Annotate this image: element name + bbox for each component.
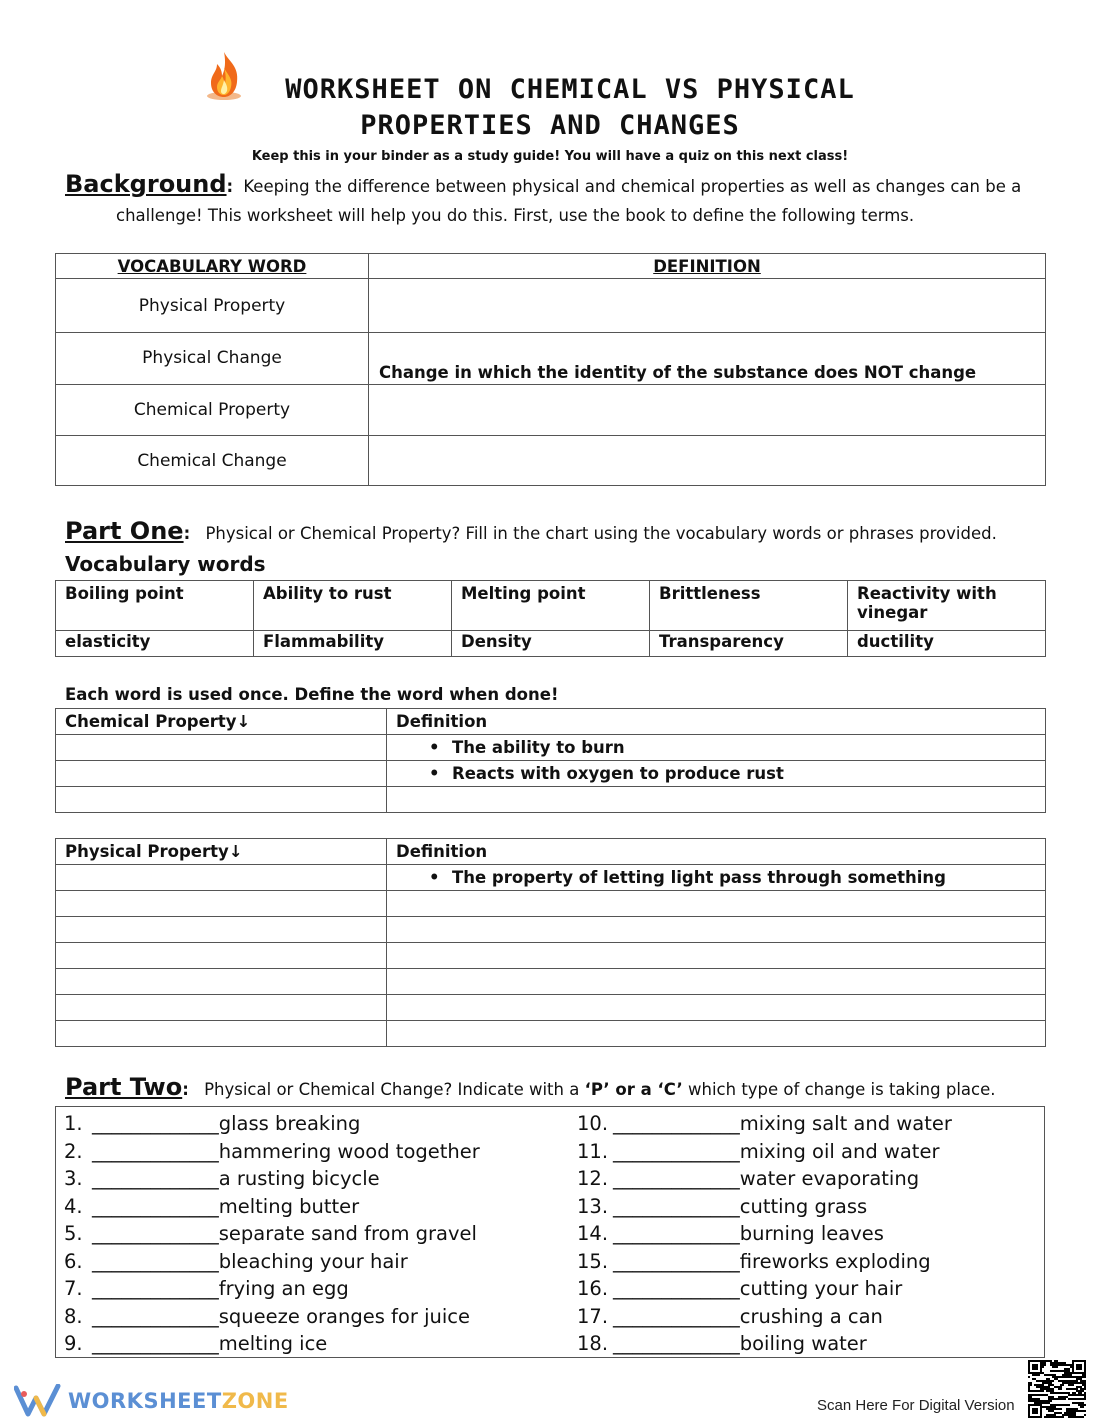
answer-cell[interactable] [56, 865, 387, 891]
title-line-1: WORKSHEET ON CHEMICAL VS PHYSICAL [285, 74, 855, 105]
part-two-text-b: ‘P’ or a ‘C’ [584, 1080, 683, 1099]
part-two-text-c: which type of change is taking place. [682, 1080, 996, 1099]
vocab-word-cell: elasticity [56, 631, 254, 657]
chemical-property-table [55, 708, 1046, 813]
question-text: burning leaves [739, 1222, 884, 1245]
answer-blank[interactable]: _____________ [613, 1112, 740, 1135]
physical-property-table [55, 838, 1046, 1047]
question-item [577, 1165, 952, 1193]
question-text: melting ice [218, 1332, 328, 1355]
vocab-word-cell: ductility [848, 631, 1046, 657]
definition-cell[interactable] [387, 787, 1046, 813]
background-colon: : [226, 177, 234, 196]
question-text: mixing oil and water [739, 1139, 940, 1163]
logo-text [68, 1389, 289, 1413]
question-number: 12. [577, 1167, 609, 1190]
vocab-word-cell: Melting point [452, 581, 650, 631]
definition-text: The ability to burn [452, 738, 625, 757]
background-text-1: Keeping the difference between physical and chemical properties as well as changes can be a [243, 177, 1022, 196]
qr-code-icon[interactable] [1028, 1360, 1086, 1418]
question-text: cutting your hair [739, 1277, 903, 1300]
answer-cell[interactable] [56, 943, 387, 969]
vocab-word: Physical Change [56, 333, 369, 385]
chemical-property-header: Chemical Property↓ [56, 709, 387, 735]
question-item [577, 1303, 952, 1331]
answer-blank[interactable]: _____________ [613, 1332, 740, 1355]
question-text: water evaporating [739, 1167, 920, 1190]
question-item [577, 1330, 952, 1358]
vocabulary-definition-table [55, 253, 1046, 486]
logo-text-b: ZONE [221, 1389, 289, 1413]
question-number: 18. [577, 1332, 609, 1355]
definition-text: Reacts with oxygen to produce rust [452, 764, 784, 783]
logo-icon [14, 1384, 64, 1418]
answer-cell[interactable] [56, 969, 387, 995]
question-text: bleaching your hair [218, 1249, 408, 1273]
question-number: 8. [64, 1304, 83, 1328]
question-text: a rusting bicycle [218, 1167, 380, 1190]
question-number: 7. [64, 1277, 83, 1300]
instruction-note: Each word is used once. Define the word when done! [65, 685, 559, 704]
part-two-heading: Part Two [65, 1073, 183, 1101]
part-two-text-a: Physical or Chemical Change? Indicate with a [204, 1080, 585, 1099]
physical-property-header: Physical Property↓ [56, 839, 387, 865]
question-number: 15. [577, 1249, 609, 1273]
question-item [577, 1248, 952, 1276]
part-two-text [204, 1080, 995, 1099]
answer-blank[interactable]: _____________ [613, 1249, 740, 1273]
answer-blank[interactable]: _____________ [613, 1277, 740, 1300]
definition-cell [387, 865, 1046, 891]
vocab-word: Chemical Change [56, 436, 369, 486]
vocab-word-cell: Flammability [254, 631, 452, 657]
question-text: crushing a can [739, 1304, 883, 1328]
question-number: 2. [64, 1139, 83, 1163]
background-heading: Background [65, 170, 227, 198]
question-item [64, 1165, 480, 1193]
definition-cell[interactable] [369, 385, 1046, 436]
definition-cell[interactable] [387, 943, 1046, 969]
question-text: squeeze oranges for juice [218, 1304, 470, 1328]
answer-cell[interactable] [56, 917, 387, 943]
vocab-word-cell: Brittleness [650, 581, 848, 631]
vocab-word: Chemical Property [56, 385, 369, 436]
question-item [64, 1110, 480, 1138]
answer-blank[interactable]: _____________ [92, 1304, 219, 1328]
part-one-intro [65, 517, 997, 545]
question-number: 16. [577, 1277, 609, 1300]
vocabulary-words-heading: Vocabulary words [65, 552, 266, 576]
definition-cell[interactable]: Change in which the identity of the substance does NOT change [369, 333, 1046, 385]
answer-blank[interactable]: _____________ [92, 1277, 219, 1300]
part-one-heading: Part One [65, 517, 184, 545]
title-line-2: PROPERTIES AND CHANGES [360, 110, 740, 141]
definition-header: Definition [387, 839, 1046, 865]
question-number: 4. [64, 1194, 83, 1218]
question-number: 10. [577, 1112, 609, 1135]
question-item [577, 1275, 952, 1303]
definition-cell[interactable] [369, 436, 1046, 486]
background-text-2: challenge! This worksheet will help you do this. First, use the book to define the following terms. [116, 206, 915, 225]
answer-blank[interactable]: _____________ [92, 1332, 219, 1355]
question-text: separate sand from gravel [218, 1222, 477, 1245]
answer-cell[interactable] [56, 891, 387, 917]
part-two-colon: : [182, 1080, 189, 1099]
vocabulary-words-table [55, 580, 1046, 657]
question-number: 3. [64, 1167, 83, 1190]
question-text: glass breaking [218, 1112, 361, 1135]
definition-cell[interactable] [369, 279, 1046, 333]
definition-cell [387, 761, 1046, 787]
answer-blank[interactable]: _____________ [613, 1222, 740, 1245]
answer-blank[interactable]: _____________ [92, 1249, 219, 1273]
question-text: fireworks exploding [739, 1249, 931, 1273]
definition-text: The property of letting light pass through something [452, 868, 946, 887]
question-item [64, 1248, 480, 1276]
vocab-word: Physical Property [56, 279, 369, 333]
answer-cell[interactable] [56, 995, 387, 1021]
question-text: hammering wood together [218, 1139, 480, 1163]
vocab-word-cell: Reactivity with vinegar [848, 581, 1046, 631]
bullet: • [429, 764, 440, 783]
background-intro [65, 170, 1021, 198]
question-column-left [64, 1110, 480, 1358]
answer-blank[interactable]: _____________ [613, 1139, 740, 1163]
answer-cell[interactable] [56, 735, 387, 761]
definition-cell[interactable] [387, 995, 1046, 1021]
definition-header: Definition [387, 709, 1046, 735]
question-text: mixing salt and water [739, 1112, 952, 1135]
question-item [64, 1220, 480, 1248]
question-item [64, 1303, 480, 1331]
bullet: • [429, 868, 440, 887]
subtitle: Keep this in your binder as a study guide! You will have a quiz on this next class! [251, 149, 849, 164]
question-number: 9. [64, 1332, 83, 1355]
vocab-word-cell: Boiling point [56, 581, 254, 631]
definition-header: DEFINITION [369, 254, 1046, 279]
answer-cell[interactable] [56, 1021, 387, 1047]
question-text: boiling water [739, 1332, 867, 1355]
definition-cell[interactable] [387, 969, 1046, 995]
answer-blank[interactable]: _____________ [92, 1139, 219, 1163]
definition-cell [387, 735, 1046, 761]
vocab-word-cell: Ability to rust [254, 581, 452, 631]
question-number: 5. [64, 1222, 83, 1245]
answer-blank[interactable]: _____________ [92, 1194, 219, 1218]
part-one-colon: : [183, 524, 191, 543]
question-item [577, 1138, 952, 1166]
definition-cell[interactable] [387, 1021, 1046, 1047]
question-text: cutting grass [739, 1194, 868, 1218]
question-item [64, 1193, 480, 1221]
part-two-intro [65, 1073, 996, 1101]
question-number: 6. [64, 1249, 83, 1273]
answer-blank[interactable]: _____________ [613, 1194, 740, 1218]
answer-blank[interactable]: _____________ [92, 1222, 219, 1245]
vocab-word-cell: Transparency [650, 631, 848, 657]
question-item [64, 1138, 480, 1166]
definition-cell[interactable] [387, 891, 1046, 917]
question-item [577, 1220, 952, 1248]
question-number: 11. [577, 1139, 609, 1163]
question-item [64, 1275, 480, 1303]
question-item [577, 1193, 952, 1221]
vocab-word-cell: Density [452, 631, 650, 657]
answer-blank[interactable]: _____________ [92, 1112, 219, 1135]
question-number: 1. [64, 1112, 83, 1135]
vocab-word-header: VOCABULARY WORD [56, 254, 369, 279]
question-item [64, 1330, 480, 1358]
answer-cell[interactable] [56, 761, 387, 787]
question-column-right [577, 1110, 952, 1358]
scan-text: Scan Here For Digital Version [817, 1397, 1015, 1414]
part-one-text: Physical or Chemical Property? Fill in the chart using the vocabulary words or phrases provided. [205, 524, 997, 543]
definition-cell[interactable] [387, 917, 1046, 943]
bullet: • [429, 738, 440, 757]
answer-blank[interactable]: _____________ [613, 1304, 740, 1328]
question-text: frying an egg [218, 1277, 349, 1300]
answer-blank[interactable]: _____________ [613, 1167, 740, 1190]
question-number: 14. [577, 1222, 609, 1245]
question-item [577, 1110, 952, 1138]
answer-cell[interactable] [56, 787, 387, 813]
question-number: 13. [577, 1194, 609, 1218]
answer-blank[interactable]: _____________ [92, 1167, 219, 1190]
logo-text-a: WORKSHEET [68, 1389, 222, 1413]
question-number: 17. [577, 1304, 609, 1328]
question-text: melting butter [218, 1194, 360, 1218]
